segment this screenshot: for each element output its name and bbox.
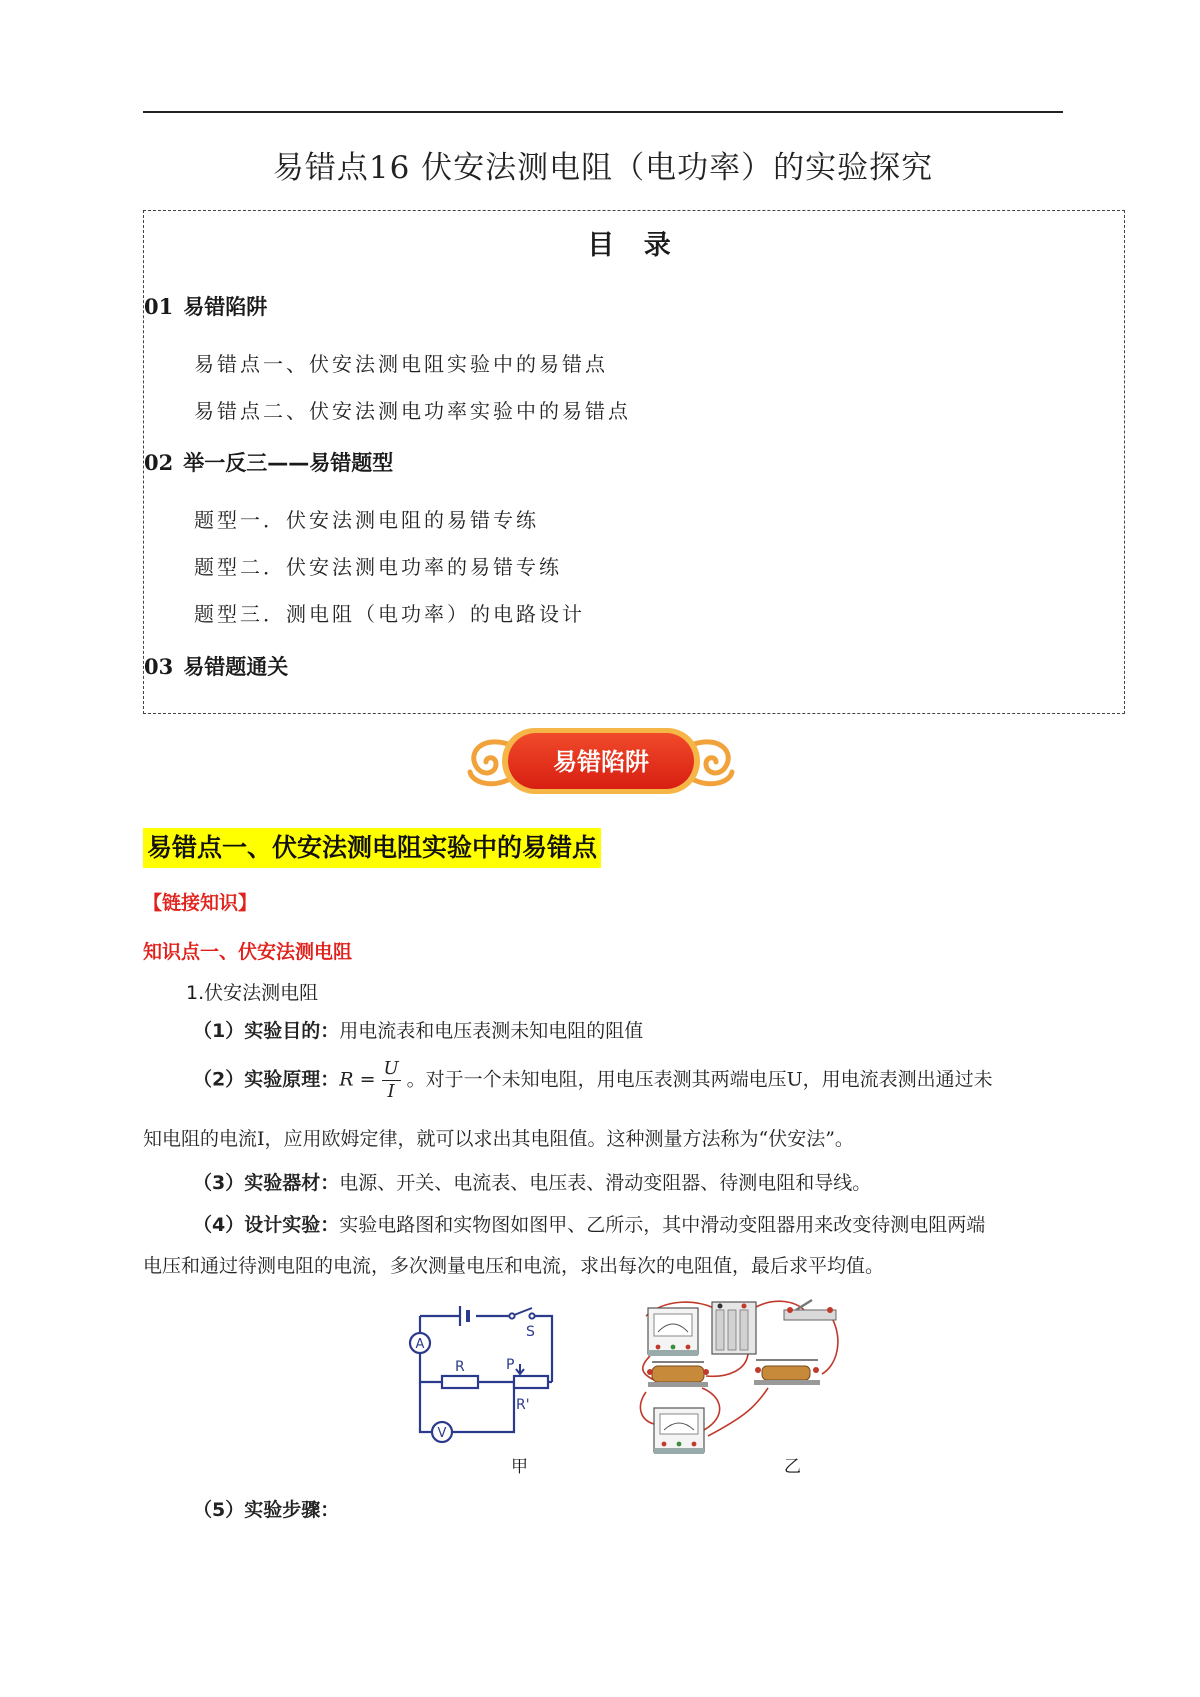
paragraph-equipment (143, 1170, 1068, 1196)
wire (420, 1352, 442, 1382)
paragraph-text: 用电流表和电压表测未知电阻的阻值 (339, 1020, 644, 1042)
document-title: 易错点16 伏安法测电阻（电功率）的实验探究 (272, 150, 934, 186)
formula-lhs: R = (339, 1068, 376, 1091)
paragraph-label: （1）实验目的： (193, 1020, 340, 1042)
toc-item-error-point-1[interactable]: 易错点一、伏安法测电阻实验中的易错点 (194, 352, 608, 376)
wire (420, 1382, 432, 1432)
section-banner (462, 722, 740, 800)
top-rule (143, 111, 1063, 113)
toc-section-title: 易错题通关 (183, 655, 289, 679)
paragraph-design-cont: 电压和通过待测电阻的电流，多次测量电压和电流，求出每次的电阻值，最后求平均值。 (143, 1255, 885, 1277)
resistor-icon (754, 1360, 820, 1385)
ammeter-icon (648, 1308, 698, 1356)
voltmeter-label: V (437, 1426, 447, 1441)
subsection-title: 1.伏安法测电阻 (186, 982, 319, 1004)
figure-caption-jia: 甲 (511, 1457, 528, 1477)
ammeter-label: A (415, 1337, 425, 1352)
toc-section-number: 01 (144, 294, 174, 319)
toc-section-title: 举一反三——易错题型 (183, 451, 394, 475)
knowledge-point-title: 知识点一、伏安法测电阻 (143, 941, 353, 963)
switch-icon (509, 1308, 534, 1319)
toc-section-title: 易错陷阱 (183, 295, 268, 319)
paragraph-label: （4）设计实验： (193, 1214, 340, 1236)
link-knowledge-label: 【链接知识】 (143, 892, 258, 914)
formula-numerator: U (383, 1058, 399, 1079)
battery-icon (460, 1306, 468, 1326)
toc-section-01[interactable] (144, 291, 267, 321)
switch-label: S (526, 1324, 535, 1340)
circuit-diagram (402, 1306, 560, 1456)
paragraph-principle (143, 1058, 1068, 1103)
battery-icon (712, 1302, 756, 1354)
rheostat-icon (647, 1362, 709, 1387)
formula-denominator: I (387, 1081, 395, 1102)
toc-item-error-point-2[interactable]: 易错点二、伏安法测电功率实验中的易错点 (194, 399, 631, 423)
toc-heading: 目 录 (587, 230, 681, 261)
paragraph-design (143, 1212, 1068, 1238)
resistor-label: R (455, 1359, 465, 1375)
figure-caption-yi: 乙 (784, 1457, 801, 1477)
rheostat-label: R' (516, 1397, 530, 1413)
voltmeter-icon (432, 1422, 452, 1442)
section-heading: 易错点一、伏安法测电阻实验中的易错点 (143, 828, 601, 868)
paragraph-purpose (143, 1018, 1068, 1044)
wire (532, 1316, 552, 1382)
toc-section-number: 02 (144, 450, 174, 475)
toc-item-type-2[interactable]: 题型二．伏安法测电功率的易错专练 (194, 555, 562, 579)
toc-item-type-1[interactable]: 题型一．伏安法测电阻的易错专练 (194, 508, 539, 532)
toc-section-number: 03 (144, 654, 174, 679)
paragraph-label: （3）实验器材： (193, 1172, 340, 1194)
paragraph-text: 实验电路图和实物图如图甲、乙所示，其中滑动变阻器用来改变待测电阻两端 (339, 1214, 986, 1236)
toc-section-03[interactable] (144, 651, 288, 681)
paragraph-text: 电源、开关、电流表、电压表、滑动变阻器、待测电阻和导线。 (339, 1172, 872, 1194)
paragraph-text: 。对于一个未知电阻，用电压表测其两端电压U，用电流表测出通过未 (406, 1068, 993, 1091)
table-of-contents (143, 210, 1125, 714)
paragraph-label: （2）实验原理： (193, 1068, 340, 1091)
apparatus-illustration (636, 1296, 846, 1466)
paragraph-label: （5）实验步骤： (193, 1499, 340, 1521)
paragraph-principle-cont: 知电阻的电流I，应用欧姆定律，就可以求出其电阻值。这种测量方法称为“伏安法”。 (143, 1128, 854, 1150)
rheostat-icon (514, 1364, 548, 1388)
resistor-icon (442, 1376, 478, 1388)
voltmeter-icon (654, 1408, 704, 1454)
wire (452, 1382, 514, 1432)
toc-item-type-3[interactable]: 题型三．测电阻（电功率）的电路设计 (194, 602, 585, 626)
formula-fraction (382, 1058, 401, 1103)
banner-label: 易错陷阱 (553, 748, 649, 776)
slider-label: P (506, 1357, 515, 1373)
paragraph-steps (143, 1497, 1068, 1523)
ammeter-icon (410, 1333, 430, 1353)
toc-section-02[interactable] (144, 447, 393, 477)
